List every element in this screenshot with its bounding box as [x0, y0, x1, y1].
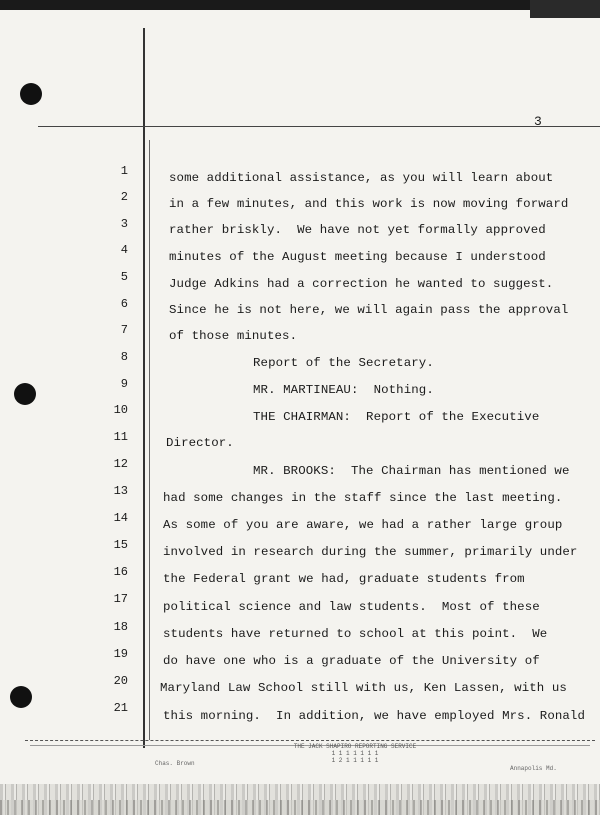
footer-left-text: Chas. Brown — [155, 760, 195, 767]
punch-hole-middle — [14, 383, 36, 405]
footer-rule — [25, 740, 595, 742]
transcript-line: the Federal grant we had, graduate students from — [163, 572, 525, 586]
line-number: 14 — [113, 511, 128, 525]
transcript-line: THE CHAIRMAN: Report of the Executive — [253, 410, 540, 424]
margin-rule-inner — [149, 140, 150, 740]
transcript-line: Judge Adkins had a correction he wanted to suggest. — [169, 277, 554, 291]
line-number: 4 — [120, 243, 128, 257]
reporter-stamp — [270, 743, 440, 764]
transcript-line: Director. — [166, 436, 234, 450]
line-number: 17 — [113, 592, 128, 606]
line-number: 7 — [120, 323, 128, 337]
margin-rule — [143, 28, 145, 748]
line-number: 9 — [120, 377, 128, 391]
transcript-line: do have one who is a graduate of the University of — [163, 654, 540, 668]
reporter-phone: 1 2 1 1 1 1 1 — [331, 757, 379, 764]
line-number: 13 — [113, 484, 128, 498]
transcript-line: Report of the Secretary. — [253, 356, 434, 370]
line-number: 3 — [120, 217, 128, 231]
scan-top-corner — [530, 0, 600, 18]
transcript-line: MR. BROOKS: The Chairman has mentioned we — [253, 464, 570, 478]
line-number: 18 — [113, 620, 128, 634]
transcript-line: had some changes in the staff since the last meeting. — [163, 491, 563, 505]
transcript-line: MR. MARTINEAU: Nothing. — [253, 383, 434, 397]
reporter-name: THE JACK SHAPIRO REPORTING SERVICE — [293, 743, 417, 750]
header-rule — [38, 126, 600, 127]
line-number: 21 — [113, 701, 128, 715]
transcript-line: As some of you are aware, we had a rather large group — [163, 518, 563, 532]
line-number: 19 — [113, 647, 128, 661]
scan-noise-band-lower — [0, 800, 600, 815]
line-number: 5 — [120, 270, 128, 284]
transcript-line: political science and law students. Most of these — [163, 600, 540, 614]
line-number: 2 — [120, 190, 128, 204]
transcript-line: in a few minutes, and this work is now moving forward — [169, 197, 569, 211]
scan-top-edge — [0, 0, 600, 10]
transcript-line: of those minutes. — [169, 329, 298, 343]
line-number: 12 — [113, 457, 128, 471]
line-number: 15 — [113, 538, 128, 552]
punch-hole-top — [20, 83, 42, 105]
reporter-address: 1 1 1 1 1 1 1 — [331, 750, 379, 757]
line-number: 1 — [120, 164, 128, 178]
punch-hole-bottom — [10, 686, 32, 708]
line-number: 8 — [120, 350, 128, 364]
transcript-line: Maryland Law School still with us, Ken Lassen, with us — [160, 681, 567, 695]
transcript-line: involved in research during the summer, primarily under — [163, 545, 578, 559]
line-number: 6 — [120, 297, 128, 311]
transcript-line: Since he is not here, we will again pass the approval — [169, 303, 569, 317]
line-number: 16 — [113, 565, 128, 579]
transcript-line: minutes of the August meeting because I understood — [169, 250, 546, 264]
line-number: 20 — [113, 674, 128, 688]
line-number: 10 — [113, 403, 128, 417]
footer-right-text: Annapolis Md. — [510, 765, 557, 772]
transcript-line: some additional assistance, as you will learn about — [169, 171, 554, 185]
transcript-line: this morning. In addition, we have employed Mrs. Ronald — [163, 709, 585, 723]
transcript-line: students have returned to school at this point. We — [163, 627, 548, 641]
line-number: 11 — [113, 430, 128, 444]
page-number: 3 — [534, 114, 542, 129]
transcript-line: rather briskly. We have not yet formally approved — [169, 223, 546, 237]
